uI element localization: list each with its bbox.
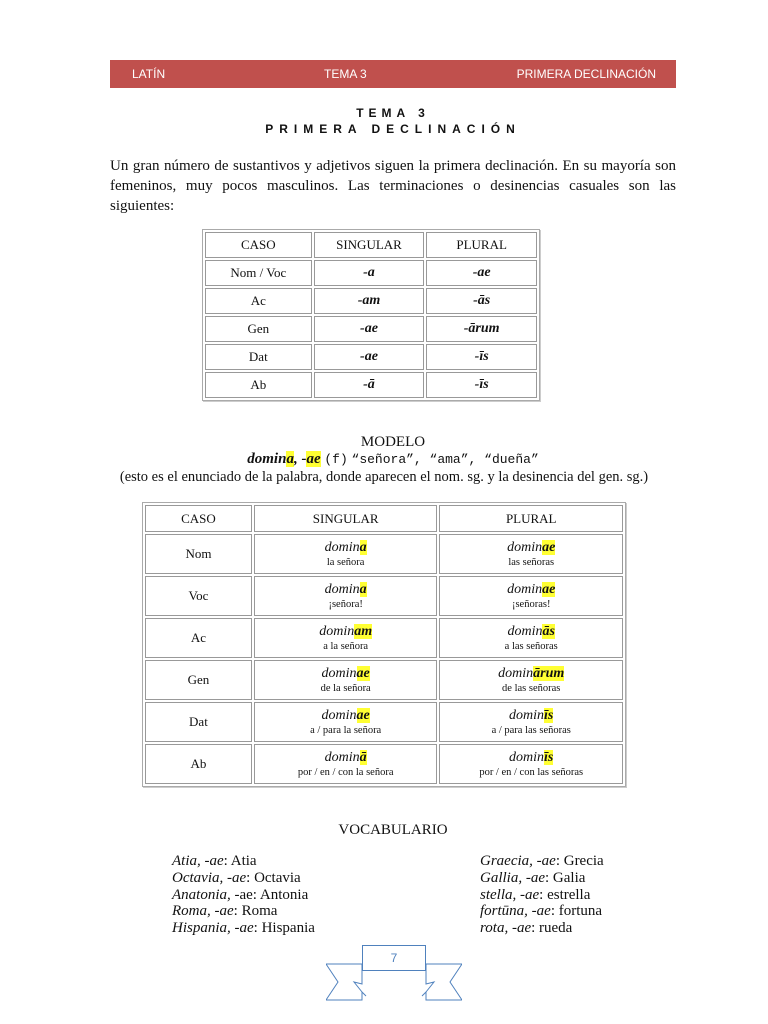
case-label: Ac <box>145 618 252 658</box>
plural-cell <box>439 660 623 700</box>
modelo-meanings: “señora”, “ama”, “dueña” <box>351 452 539 467</box>
plural-gloss: a las señoras <box>504 640 558 652</box>
case-label: Nom / Voc <box>205 260 312 286</box>
case-label: Dat <box>205 344 312 370</box>
page-subtitle: PRIMERA DECLINACIÓN <box>265 122 521 136</box>
vocabulary-left-column <box>172 853 315 937</box>
singular-cell <box>254 534 438 574</box>
singular-form: dominae <box>321 665 370 681</box>
vocab-item: rota, -ae: rueda <box>480 920 573 937</box>
header-topic: TEMA 3 <box>324 67 367 81</box>
endings-table <box>202 229 540 401</box>
plural-ending: -ae <box>426 260 537 286</box>
header-caso: CASO <box>145 505 252 532</box>
singular-cell <box>254 744 438 784</box>
singular-ending: -ae <box>314 344 425 370</box>
singular-gloss: a / para la señora <box>310 724 382 736</box>
singular-cell <box>254 660 438 700</box>
plural-cell <box>439 744 623 784</box>
header-caso: CASO <box>205 232 312 258</box>
vocab-item: Hispania, -ae: Hispania <box>172 920 315 937</box>
singular-gloss: ¡señora! <box>328 598 363 610</box>
intro-paragraph: Un gran número de sustantivos y adjetivos siguen la primera declinación. En su mayoría son femeninos, muy pocos masculinos. Las terminaciones o desinencias casuales son las siguientes: <box>110 158 676 214</box>
table-row <box>205 288 537 314</box>
table-row <box>145 576 623 616</box>
plural-gloss: por / en / con las señoras <box>479 766 584 778</box>
singular-gloss: la señora <box>326 556 365 568</box>
table-row <box>145 702 623 742</box>
table-row <box>145 618 623 658</box>
singular-ending: -a <box>314 260 425 286</box>
vocab-item: Gallia, -ae: Galia <box>480 869 586 886</box>
case-label: Gen <box>145 660 252 700</box>
plural-cell <box>439 534 623 574</box>
table-row <box>145 744 623 784</box>
plural-form: dominās <box>507 623 555 639</box>
plural-cell <box>439 702 623 742</box>
case-label: Nom <box>145 534 252 574</box>
modelo-note: (esto es el enunciado de la palabra, donde aparecen el nom. sg. y la desinencia del gen. sg.) <box>119 469 649 485</box>
singular-form: dominā <box>324 749 367 765</box>
singular-cell <box>254 576 438 616</box>
case-label: Ac <box>205 288 312 314</box>
plural-gloss: ¡señoras! <box>511 598 551 610</box>
vocab-item: fortūna, -ae: fortuna <box>480 903 603 920</box>
singular-ending: -am <box>314 288 425 314</box>
plural-form: dominīs <box>509 749 554 765</box>
singular-form: domina <box>324 581 367 597</box>
table-row <box>205 316 537 342</box>
header-plural: PLURAL <box>439 505 623 532</box>
plural-form: dominae <box>507 539 556 555</box>
vocabulary-heading: VOCABULARIO <box>338 822 448 838</box>
vocab-item: Anatonia, -ae: Antonia <box>172 886 309 903</box>
singular-ending: -ae <box>314 316 425 342</box>
plural-ending: -ās <box>426 288 537 314</box>
singular-gloss: por / en / con la señora <box>297 766 394 778</box>
case-label: Ab <box>205 372 312 398</box>
vocab-item: stella, -ae: estrella <box>480 886 591 903</box>
header-singular: SINGULAR <box>254 505 438 532</box>
plural-gloss: a / para las señoras <box>491 724 571 736</box>
plural-ending: -īs <box>426 344 537 370</box>
modelo-separator: , - <box>293 451 307 467</box>
modelo-enunciado <box>60 451 726 468</box>
modelo-ending: a <box>286 451 294 467</box>
singular-form: dominae <box>321 707 370 723</box>
plural-ending: -ārum <box>426 316 537 342</box>
header-subject: LATÍN <box>132 67 166 81</box>
vocab-item: Graecia, -ae: Grecia <box>480 853 604 869</box>
singular-gloss: de la señora <box>320 682 371 694</box>
plural-gloss: las señoras <box>508 556 555 568</box>
modelo-gen-ending: ae <box>306 451 321 467</box>
case-label: Ab <box>145 744 252 784</box>
singular-cell <box>254 618 438 658</box>
case-label: Dat <box>145 702 252 742</box>
page-header-bar <box>110 60 676 88</box>
table-row <box>205 260 537 286</box>
case-label: Voc <box>145 576 252 616</box>
plural-gloss: de las señoras <box>502 682 561 694</box>
singular-form: domina <box>324 539 367 555</box>
vocab-item: Atia, -ae: Atia <box>172 853 257 869</box>
plural-form: dominārum <box>498 665 565 681</box>
plural-form: dominae <box>507 581 556 597</box>
modelo-heading: MODELO <box>360 434 426 450</box>
table-row <box>145 660 623 700</box>
vocab-item: Roma, -ae: Roma <box>172 903 278 920</box>
modelo-gender: (f) <box>324 452 348 467</box>
vocab-item: Octavia, -ae: Octavia <box>172 869 301 886</box>
table-row <box>205 344 537 370</box>
header-singular: SINGULAR <box>314 232 425 258</box>
header-plural: PLURAL <box>426 232 537 258</box>
singular-cell <box>254 702 438 742</box>
vocabulary-right-column <box>480 853 604 937</box>
plural-cell <box>439 576 623 616</box>
modelo-stem: domin <box>247 451 287 467</box>
table-row <box>205 372 537 398</box>
case-label: Gen <box>205 316 312 342</box>
singular-ending: -ā <box>314 372 425 398</box>
page-number: 7 <box>362 945 426 971</box>
singular-form: dominam <box>319 623 373 639</box>
table-header-row <box>205 232 537 258</box>
table-header-row <box>145 505 623 532</box>
paradigm-table <box>142 502 626 787</box>
page-title: TEMA 3 <box>356 106 430 120</box>
plural-form: dominīs <box>509 707 554 723</box>
singular-gloss: a la señora <box>323 640 369 652</box>
plural-cell <box>439 618 623 658</box>
header-chapter: PRIMERA DECLINACIÓN <box>516 67 656 81</box>
plural-ending: -īs <box>426 372 537 398</box>
table-row <box>145 534 623 574</box>
